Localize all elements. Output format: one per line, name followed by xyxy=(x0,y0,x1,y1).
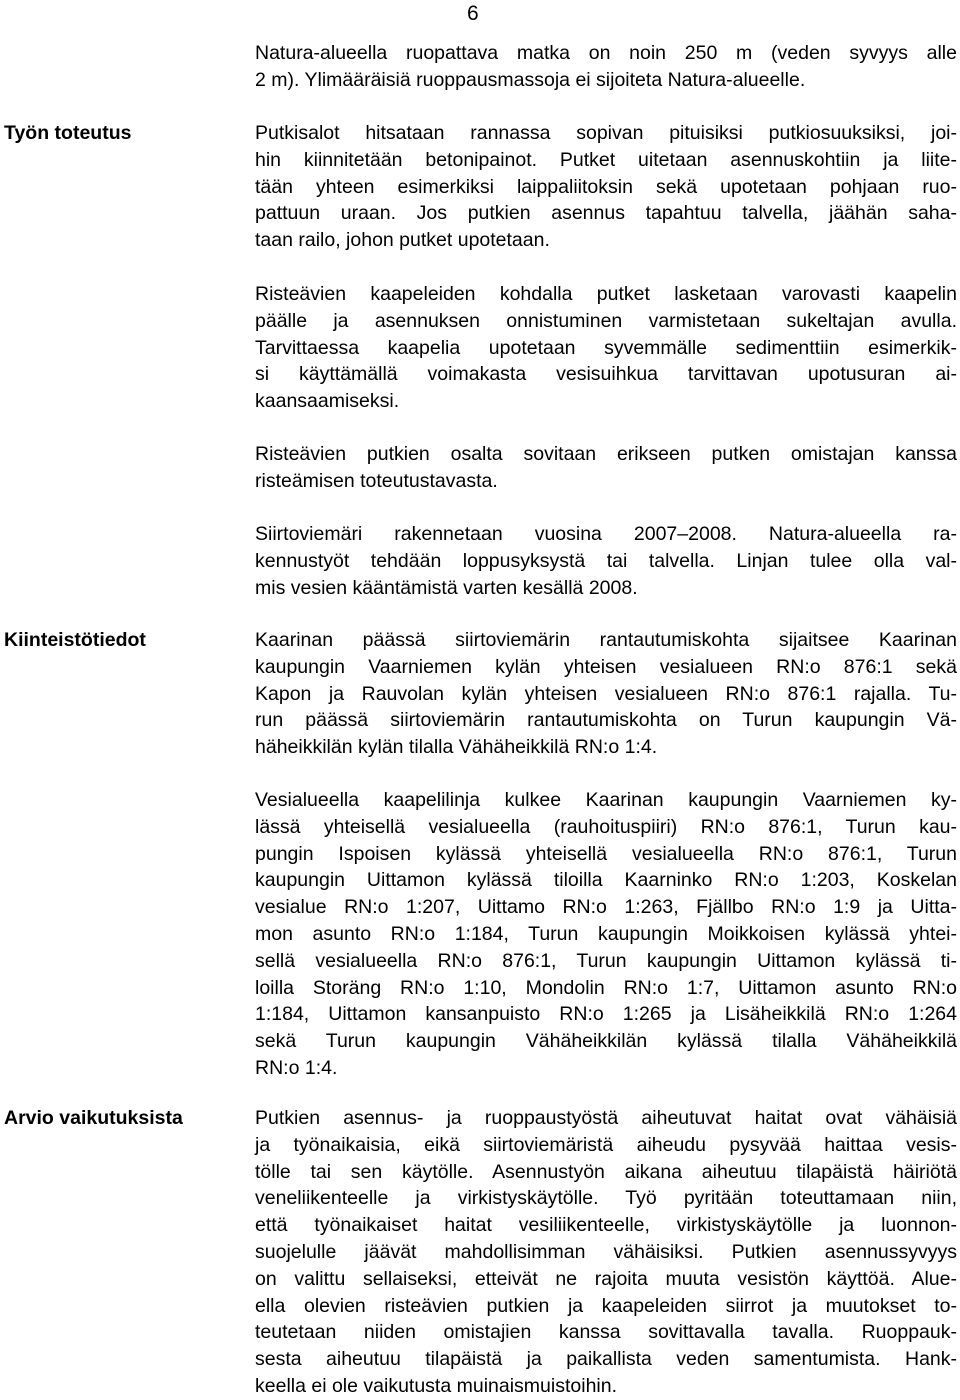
text-line: sesta aiheutuu tilapäistä ja paikallista veden samentumista. Hank- xyxy=(255,1348,957,1371)
text-line: mon asunto RN:o 1:184, Turun kaupungin Moikkoisen kylässä yhtei- xyxy=(255,922,957,945)
text-line: teutetaan niiden omistajien kanssa sovittavalla tavalla. Ruoppauk- xyxy=(255,1321,957,1344)
intro-paragraph xyxy=(255,40,957,94)
text-line: hin kiinnitetään betonipainot. Putket uitetaan asennuskohtiin ja liite- xyxy=(255,148,957,171)
text-line: Kaarinan päässä siirtoviemärin rantautumiskohta sijaitsee Kaarinan xyxy=(255,629,957,651)
section-label-kiinteistotiedot: Kiinteistötiedot xyxy=(4,629,146,651)
text-line: Natura-alueella ruopattava matka on noin 250 m (veden syvyys alle xyxy=(255,42,957,64)
text-line: sekä Turun kaupungin Vähäheikkilän kylässä tilalla Vähäheikkilä xyxy=(255,1030,957,1053)
tyon-toteutus-paragraph-3 xyxy=(255,441,957,495)
text-line: häheikkilän kylän tilalla Vähäheikkilä RN:o 1:4. xyxy=(255,736,658,759)
text-line: si käyttämällä voimakasta vesisuihkua tarvittavan upotusuran ai- xyxy=(255,363,957,386)
text-line: pungin Ispoisen kylässä yhteisellä vesialueella RN:o 876:1, Turun xyxy=(255,842,957,865)
text-line: mis vesien kääntämistä varten kesällä 2008. xyxy=(255,576,638,599)
text-line: risteämisen toteutustavasta. xyxy=(255,469,498,492)
text-line: päälle ja asennuksen onnistuminen varmistetaan sukeltajan avulla. xyxy=(255,309,957,332)
text-line: kaupungin Vaarniemen kylän yhteisen vesialueen RN:o 876:1 sekä xyxy=(255,655,957,678)
text-line: loilla Storäng RN:o 1:10, Mondolin RN:o 1:7, Uittamon asunto RN:o xyxy=(255,976,957,999)
text-line: Putkien asennus- ja ruoppaustyöstä aiheutuvat haitat ovat vähäisiä xyxy=(255,1107,957,1129)
arvio-vaikutuksista-paragraph-1 xyxy=(255,1105,957,1400)
tyon-toteutus-paragraph-2 xyxy=(255,281,957,415)
text-line: Risteävien putkien osalta sovitaan erikseen putken omistajan kanssa xyxy=(255,443,957,465)
text-line: Kapon ja Rauvolan kylän yhteisen vesialueen RN:o 876:1 rajalla. Tu- xyxy=(255,682,957,705)
tyon-toteutus-paragraph-1 xyxy=(255,120,957,254)
text-line: 2 m). Ylimääräisiä ruoppausmassoja ei sijoiteta Natura-alueelle. xyxy=(255,68,806,91)
text-line: veneliikenteelle ja virkistyskäytölle. Työ pyritään toteuttamaan niin, xyxy=(255,1187,957,1210)
text-line: Tarvittaessa kaapelia upotetaan syvemmälle sedimenttiin esimerkik- xyxy=(255,336,957,359)
text-line: 1:184, Uittamon kansanpuisto RN:o 1:265 ja Lisäheikkilä RN:o 1:264 xyxy=(255,1003,957,1026)
tyon-toteutus-paragraph-4 xyxy=(255,521,957,601)
text-line: lässä yhteisellä vesialueella (rauhoituspiiri) RN:o 876:1, Turun kau- xyxy=(255,815,957,838)
text-line: RN:o 1:4. xyxy=(255,1056,338,1079)
text-line: ja työnaikaisia, eikä siirtoviemäristä aiheudu pysyvää haittaa vesis- xyxy=(255,1133,957,1156)
kiinteistotiedot-paragraph-2 xyxy=(255,787,957,1082)
text-line: Siirtoviemäri rakennetaan vuosina 2007–2008. Natura-alueella ra- xyxy=(255,523,957,545)
text-line: että työnaikaiset haitat vesiliikenteelle, virkistyskäytölle ja luonnon- xyxy=(255,1214,957,1237)
text-line: kennustyöt tehdään loppusyksystä tai talvella. Linjan tulee olla val- xyxy=(255,549,957,572)
text-line: tään yhteen esimerkiksi laippaliitoksin sekä upotetaan pohjaan ruo- xyxy=(255,175,957,198)
page-number: 6 xyxy=(467,2,479,25)
kiinteistotiedot-paragraph-1 xyxy=(255,627,957,761)
text-line: Vesialueella kaapelilinja kulkee Kaarinan kaupungin Vaarniemen ky- xyxy=(255,789,957,811)
text-line: run päässä siirtoviemärin rantautumiskohta on Turun kaupungin Vä- xyxy=(255,709,957,732)
text-line: taan railo, johon putket upotetaan. xyxy=(255,229,550,252)
text-line: kaupungin Uittamon kylässä tiloilla Kaarninko RN:o 1:203, Koskelan xyxy=(255,869,957,892)
text-line: keella ei ole vaikutusta muinaismuistoihin. xyxy=(255,1374,618,1397)
text-line: ella olevien risteävien putkien ja kaapeleiden siirrot ja muutokset to- xyxy=(255,1294,957,1317)
section-label-tyon-toteutus: Työn toteutus xyxy=(4,122,132,144)
text-line: vesialue RN:o 1:207, Uittamo RN:o 1:263, Fjällbo RN:o 1:9 ja Uitta- xyxy=(255,896,957,919)
section-label-arvio-vaikutuksista: Arvio vaikutuksista xyxy=(4,1107,183,1129)
text-line: kaansaamiseksi. xyxy=(255,390,400,413)
text-line: suojelulle jäävät mahdollisimman vähäisiksi. Putkien asennussyvyys xyxy=(255,1240,957,1263)
text-line: tölle tai sen käytölle. Asennustyön aikana aiheutuu tilapäistä häiriötä xyxy=(255,1160,957,1183)
text-line: sellä vesialueella RN:o 876:1, Turun kaupungin Uittamon kylässä ti- xyxy=(255,949,957,972)
text-line: on valittu sellaiseksi, etteivät ne rajoita muuta vesistön käyttöä. Alue- xyxy=(255,1267,957,1290)
text-line: Risteävien kaapeleiden kohdalla putket lasketaan varovasti kaapelin xyxy=(255,283,957,305)
text-line: Putkisalot hitsataan rannassa sopivan pituisiksi putkiosuuksiksi, joi- xyxy=(255,122,957,144)
text-line: pattuun uraan. Jos putkien asennus tapahtuu talvella, jäähän saha- xyxy=(255,202,957,225)
